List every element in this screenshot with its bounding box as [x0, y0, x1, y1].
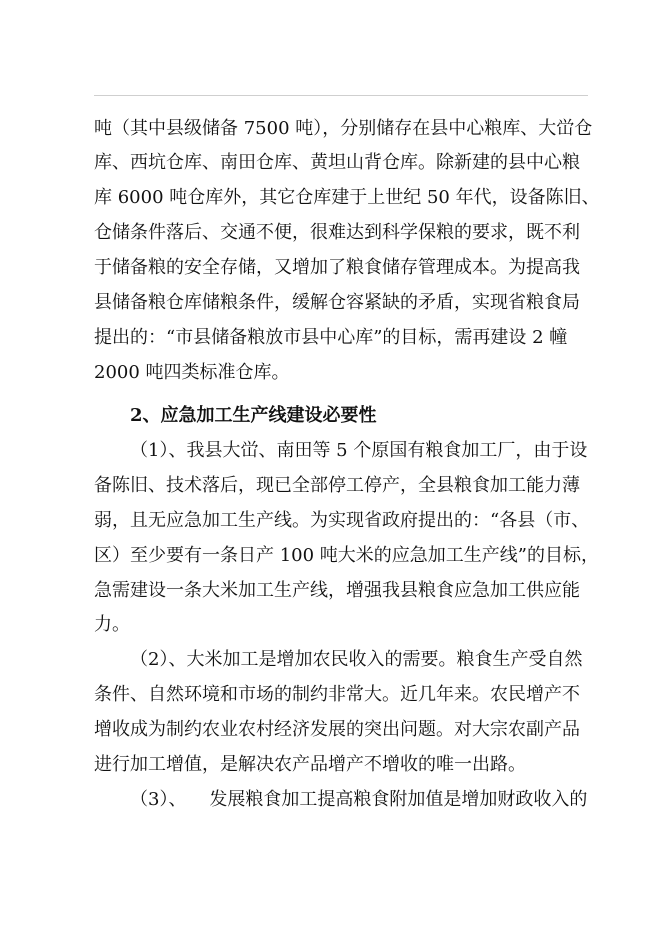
- paragraph-line: 增收成为制约农业农村经济发展的突出问题。对大宗农副产品: [94, 719, 580, 740]
- paragraph-line: 县储备粮仓库储粮条件，缓解仓容紧缺的矛盾，实现省粮食局: [94, 292, 580, 313]
- paragraph-line: 库 6000 吨仓库外，其它仓库建于上世纪 50 年代，设备陈旧、: [94, 187, 600, 208]
- paragraph-line: 于储备粮的安全存储，又增加了粮食储存管理成本。为提高我: [94, 257, 580, 278]
- paragraph-line: 急需建设一条大米加工生产线，增强我县粮食应急加工供应能: [94, 580, 580, 601]
- paragraph-line: 提出的：“市县储备粮放市县中心库”的目标，需再建设 2 幢: [94, 327, 568, 348]
- paragraph-line: 吨（其中县级储备 7500 吨），分别储存在县中心粮库、大峃仓: [94, 118, 593, 139]
- paragraph-line: 2000 吨四类标准仓库。: [94, 362, 290, 383]
- header-rule: [94, 95, 588, 96]
- paragraph-line: 力。: [94, 614, 130, 635]
- paragraph-line: 仓储条件落后、交通不便，很难达到科学保粮的要求，既不利: [94, 222, 580, 243]
- paragraph-line: 弱，且无应急加工生产线。为实现省政府提出的：“各县（市、: [94, 510, 590, 531]
- paragraph-line: 备陈旧、技术落后，现已全部停工停产，全县粮食加工能力薄: [94, 475, 580, 496]
- section-heading: 2、应急加工生产线建设必要性: [130, 405, 377, 426]
- paragraph-line: 条件、自然环境和市场的制约非常大。近几年来。农民增产不: [94, 684, 580, 705]
- paragraph-line: （2）、大米加工是增加农民收入的需要。粮食生产受自然: [130, 649, 583, 670]
- paragraph-line: （1）、我县大峃、南田等 5 个原国有粮食加工厂，由于设: [130, 440, 588, 461]
- paragraph-line: 区）至少要有一条日产 100 吨大米的应急加工生产线”的目标，: [94, 545, 599, 566]
- paragraph-line: 进行加工增值，是解决农产品增产不增收的唯一出路。: [94, 754, 526, 775]
- paragraph-line: （3）、 发展粮食加工提高粮食附加值是增加财政收入的: [130, 789, 588, 810]
- paragraph-line: 库、西坑仓库、南田仓库、黄坦山背仓库。除新建的县中心粮: [94, 152, 580, 173]
